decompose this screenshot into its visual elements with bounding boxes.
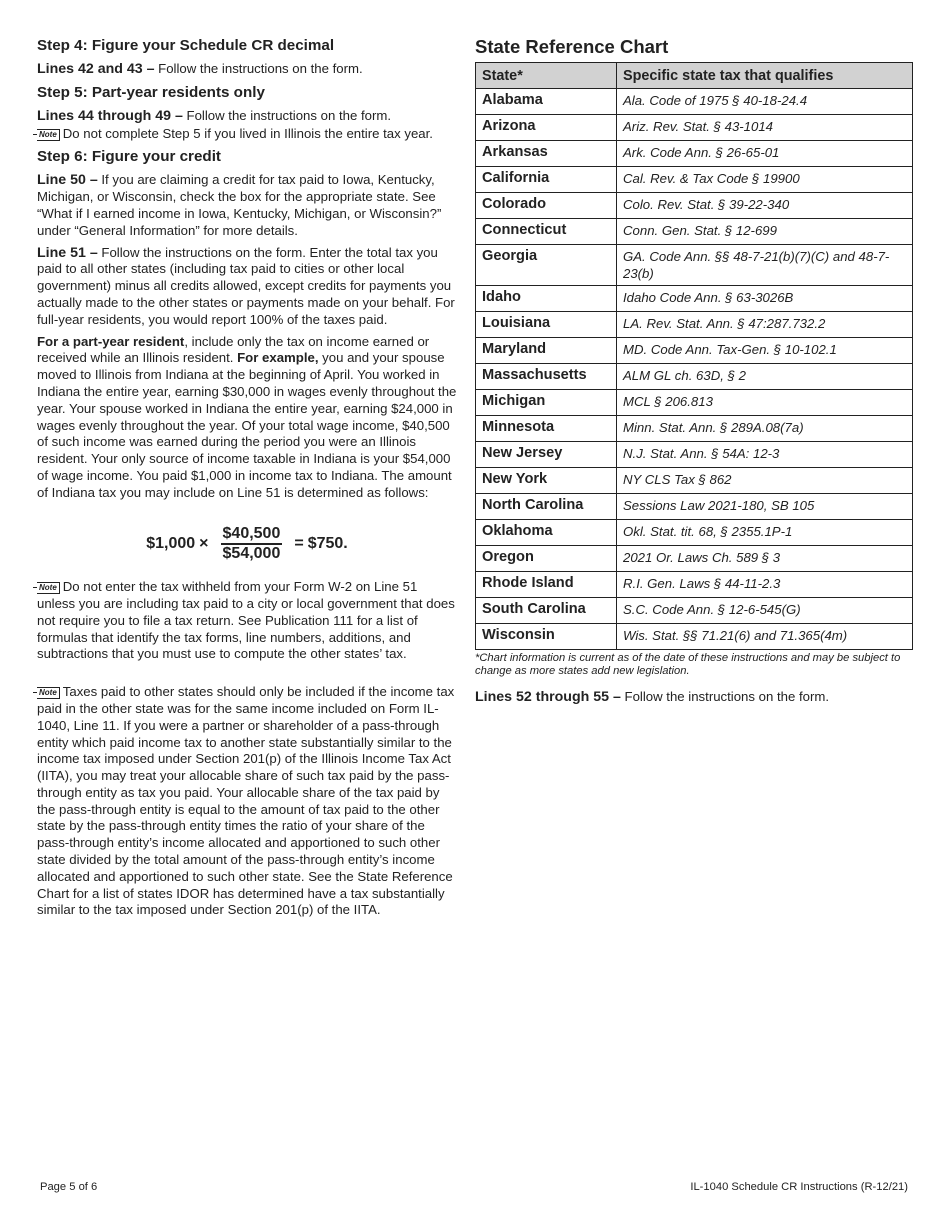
state-cell: Louisiana <box>476 312 617 338</box>
state-cell: Georgia <box>476 245 617 286</box>
chart-footnote: *Chart information is current as of the date of these instructions and may be subject to change as more states add new legislation. <box>475 652 901 677</box>
note2-paragraph: Note Do not enter the tax withheld from your Form W-2 on Line 51 unless you are including tax paid to a city or local government that does not require you to file a tax return. See Publication 111 for a list of formulas that identify the tax forms, line numbers, additions, and subtractions that you must use to compute the other states’ tax. <box>37 579 455 662</box>
table-row <box>476 598 913 624</box>
form-id: IL-1040 Schedule CR Instructions (R-12/21) <box>690 1181 908 1193</box>
table-row <box>476 520 913 546</box>
table-row <box>476 494 913 520</box>
state-cell: Oklahoma <box>476 520 617 546</box>
state-cell: South Carolina <box>476 598 617 624</box>
line50-paragraph: Line 50 – If you are claiming a credit for tax paid to Iowa, Kentucky, Michigan, or Wisconsin, check the box for the appropriate state. See “What if I earned income in Iowa, Kentucky, Michigan, or Wisconsin?” under “General Information” for more details. <box>37 172 442 238</box>
law-cell: Cal. Rev. & Tax Code § 19900 <box>617 167 913 193</box>
state-cell: Rhode Island <box>476 572 617 598</box>
table-row <box>476 89 913 115</box>
formula-numerator: $40,500 <box>221 526 283 546</box>
note3-paragraph: Note Taxes paid to other states should only be included if the income tax paid in the other state was for the same income included on Form IL-1040, Line 11. If you were a partner or shareholder of a pass-through entity which paid income tax to another state substantially similar to the income tax imposed under Section 201(p) of the Illinois Income Tax Act (IITA), you may treat your allocable share of such tax paid by the pass-through entity as tax you paid. Your allocable share of the tax paid by the pass-through entity is equal to the amount of tax paid to the other state by the pass-through entity times the ratio of your share of the pass-through entity’s income allocated and apportioned to such other state divided by the total amount of the pass-through entity’s income allocated and apportioned to such other state. See the State Reference Chart for a list of states IDOR has determined have a tax substantially similar to the tax imposed under Section 201(p) of the IITA. <box>37 684 455 918</box>
law-cell: Ark. Code Ann. § 26-65-01 <box>617 141 913 167</box>
state-cell: Minnesota <box>476 416 617 442</box>
formula-times: × <box>199 534 209 552</box>
step5-lines: Lines 44 through 49 – Follow the instructions on the form. <box>37 107 392 124</box>
step6-heading: Step 6: Figure your credit <box>37 148 221 166</box>
table-row <box>476 390 913 416</box>
left-column <box>37 36 457 924</box>
table-row <box>476 167 913 193</box>
chart-title: State Reference Chart <box>475 36 669 57</box>
formula-denominator: $54,000 <box>222 545 281 563</box>
state-cell: Arkansas <box>476 141 617 167</box>
table-row <box>476 572 913 598</box>
table-row <box>476 193 913 219</box>
state-cell: Maryland <box>476 338 617 364</box>
law-cell: Ala. Code of 1975 § 40-18-24.4 <box>617 89 913 115</box>
law-cell: N.J. Stat. Ann. § 54A: 12-3 <box>617 442 913 468</box>
table-row <box>476 546 913 572</box>
table-row <box>476 115 913 141</box>
state-cell: New York <box>476 468 617 494</box>
table-row <box>476 442 913 468</box>
table-row <box>476 338 913 364</box>
law-cell: 2021 Or. Laws Ch. 589 § 3 <box>617 546 913 572</box>
law-cell: Okl. Stat. tit. 68, § 2355.1P-1 <box>617 520 913 546</box>
state-cell: Oregon <box>476 546 617 572</box>
law-cell: Conn. Gen. Stat. § 12-699 <box>617 219 913 245</box>
table-header-row <box>476 63 913 89</box>
table-row <box>476 286 913 312</box>
state-cell: California <box>476 167 617 193</box>
table-row <box>476 416 913 442</box>
state-reference-table <box>475 62 913 650</box>
state-cell: Arizona <box>476 115 617 141</box>
table-row <box>476 312 913 338</box>
formula-amount: $1,000 <box>146 534 196 552</box>
lines52-paragraph: Lines 52 through 55 – Follow the instructions on the form. <box>475 689 830 705</box>
table-row <box>476 624 913 650</box>
law-cell: LA. Rev. Stat. Ann. § 47:287.732.2 <box>617 312 913 338</box>
law-cell: ALM GL ch. 63D, § 2 <box>617 364 913 390</box>
state-cell: North Carolina <box>476 494 617 520</box>
law-cell: MCL § 206.813 <box>617 390 913 416</box>
law-cell: R.I. Gen. Laws § 44-11-2.3 <box>617 572 913 598</box>
law-cell: Colo. Rev. Stat. § 39-22-340 <box>617 193 913 219</box>
note-icon: Note <box>37 129 60 141</box>
law-cell: S.C. Code Ann. § 12-6-545(G) <box>617 598 913 624</box>
law-cell: Idaho Code Ann. § 63-3026B <box>617 286 913 312</box>
part-year-paragraph: For a part-year resident, include only the tax on income earned or received while an Illinois resident. For example, you and your spouse moved to Illinois from Indiana at the beginning of April. You worked in Indiana the entire year, earning $30,000 in wages evenly throughout the year. Your spouse worked in Indiana the entire year, earning $24,000 in wages evenly throughout the year. Of your total wage income, $40,500 of such income was earned during the period you were an Illinois resident. Your only source of income taxable in Indiana is your $54,000 of wage income. You paid $1,000 in income tax to Indiana. The amount of Indiana tax you may include on Line 51 is determined as follows: <box>37 333 457 500</box>
note-icon: Note <box>37 582 60 594</box>
law-cell: GA. Code Ann. §§ 48-7-21(b)(7)(C) and 48-7-23(b) <box>617 245 913 286</box>
step4-heading: Step 4: Figure your Schedule CR decimal <box>37 37 335 54</box>
table-row <box>476 364 913 390</box>
right-column <box>475 36 913 710</box>
table-row <box>476 219 913 245</box>
state-cell: Colorado <box>476 193 617 219</box>
state-cell: Wisconsin <box>476 624 617 650</box>
state-cell: Alabama <box>476 89 617 115</box>
law-cell: Sessions Law 2021-180, SB 105 <box>617 494 913 520</box>
law-cell: MD. Code Ann. Tax-Gen. § 10-102.1 <box>617 338 913 364</box>
law-cell: Wis. Stat. §§ 71.21(6) and 71.365(4m) <box>617 624 913 650</box>
step5-heading: Step 5: Part-year residents only <box>37 83 265 101</box>
page-number: Page 5 of 6 <box>40 1181 98 1193</box>
state-cell: Michigan <box>476 390 617 416</box>
law-cell: NY CLS Tax § 862 <box>617 468 913 494</box>
table-row <box>476 141 913 167</box>
line51-paragraph: Line 51 – Follow the instructions on the form. Enter the total tax you paid to all other states (including tax paid to cities or other local government) minus all credits allowed, except credits for payments you actually made to the other states or payments made on your behalf. For full-year residents, you would report 100% of the taxes paid. <box>37 244 455 327</box>
note-icon: Note <box>37 687 60 699</box>
state-cell: Connecticut <box>476 219 617 245</box>
table-row <box>476 468 913 494</box>
col-state-header: State* <box>476 63 617 89</box>
law-cell: Ariz. Rev. Stat. § 43-1014 <box>617 115 913 141</box>
state-cell: New Jersey <box>476 442 617 468</box>
col-tax-header: Specific state tax that qualifies <box>617 63 913 89</box>
formula-equals: = <box>294 534 304 552</box>
state-cell: Massachusetts <box>476 364 617 390</box>
table-row <box>476 245 913 286</box>
step4-lines: Lines 42 and 43 – Follow the instructions on the form. <box>37 61 363 77</box>
tax-formula <box>37 526 457 564</box>
law-cell: Minn. Stat. Ann. § 289A.08(7a) <box>617 416 913 442</box>
step5-note: Note Do not complete Step 5 if you lived in Illinois the entire tax year. <box>39 125 433 141</box>
formula-result: $750. <box>307 534 348 552</box>
state-cell: Idaho <box>476 286 617 312</box>
formula-fraction <box>221 526 283 564</box>
